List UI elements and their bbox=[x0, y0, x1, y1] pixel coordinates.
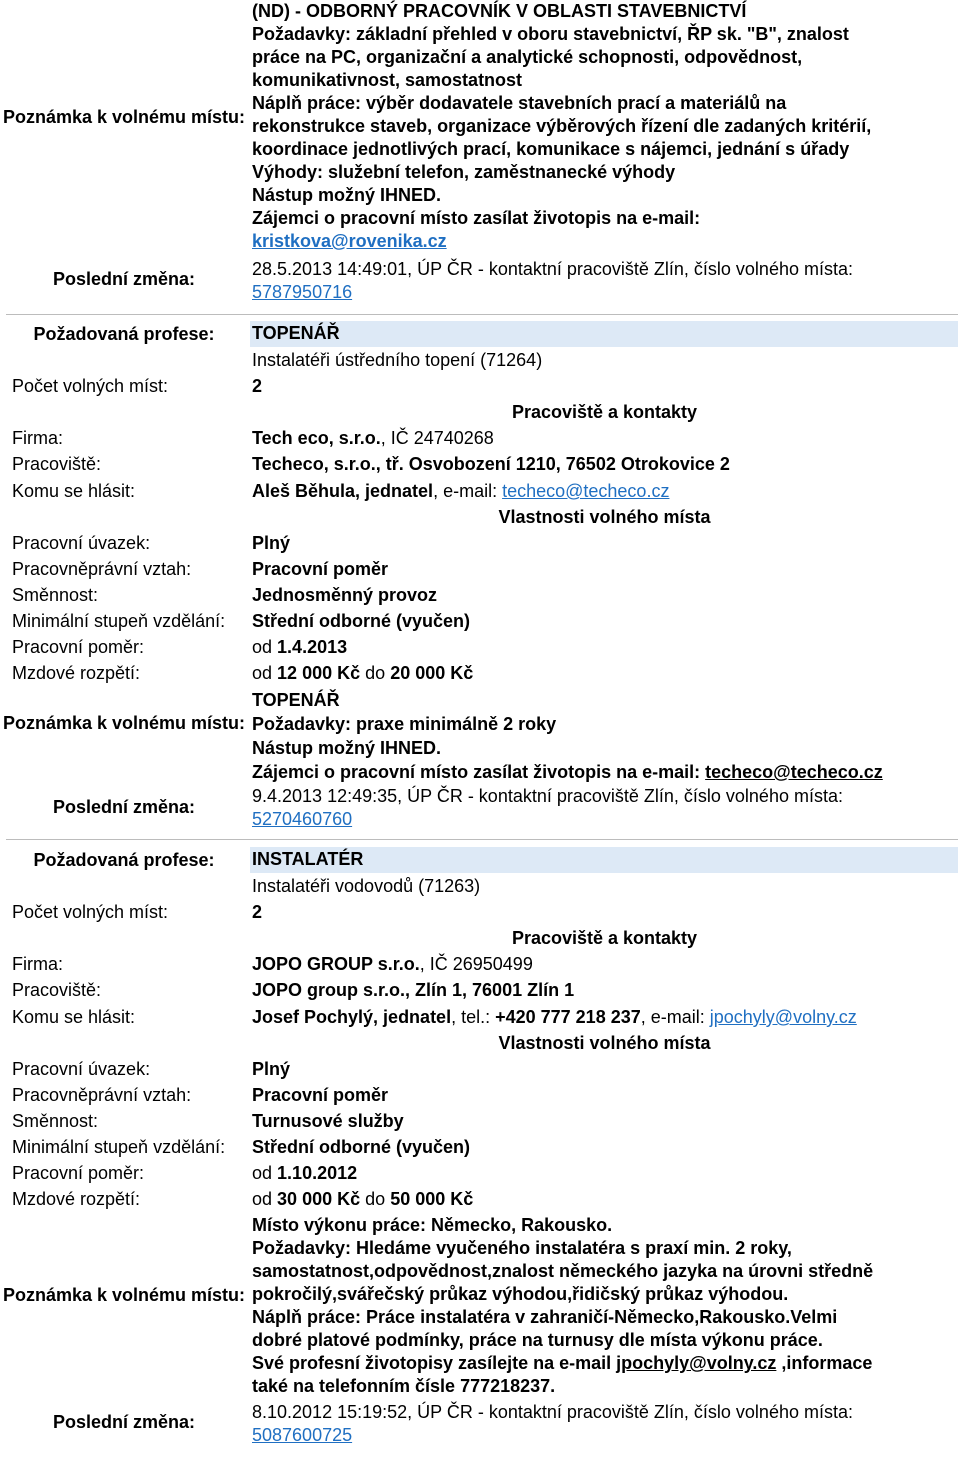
change-text: 28.5.2013 14:49:01, ÚP ČR - kontaktní pracoviště Zlín, číslo volného místa: bbox=[252, 259, 853, 279]
company-label: Firma: bbox=[12, 428, 63, 448]
note-line: (ND) - ODBORNÝ PRACOVNÍK V OBLASTI STAVEBNICTVÍ bbox=[252, 1, 747, 21]
separator bbox=[6, 839, 958, 840]
education-label: Minimální stupeň vzdělání: bbox=[12, 611, 226, 631]
relation-value: Pracovní poměr bbox=[252, 1085, 389, 1105]
start-value: od 1.4.2013 bbox=[252, 637, 348, 657]
workload-label: Pracovní úvazek: bbox=[12, 533, 151, 553]
change-label: Poslední změna: bbox=[52, 1412, 196, 1432]
email-link[interactable]: jpochyly@volny.cz bbox=[709, 1007, 857, 1027]
relation-value: Pracovní poměr bbox=[252, 559, 389, 579]
note-line: práce na PC, organizační a analytické schopnosti, odpovědnost, bbox=[252, 47, 803, 67]
vacancy-number-link[interactable]: 5087600725 bbox=[252, 1425, 353, 1445]
profession-label: Požadovaná profese: bbox=[33, 850, 215, 870]
education-label: Minimální stupeň vzdělání: bbox=[12, 1137, 226, 1157]
email-link[interactable]: kristkova@rovenika.cz bbox=[252, 231, 447, 251]
note-line: Požadavky: základní přehled v oboru stavebnictví, ŘP sk. "B", znalost bbox=[252, 24, 849, 44]
note-line: Nástup možný IHNED. bbox=[252, 185, 442, 205]
section-contacts: Pracoviště a kontakty bbox=[511, 928, 698, 948]
start-label: Pracovní poměr: bbox=[12, 637, 145, 657]
section-contacts: Pracoviště a kontakty bbox=[511, 402, 698, 422]
change-label: Poslední změna: bbox=[52, 269, 196, 289]
profession-title: INSTALATÉR bbox=[252, 849, 364, 869]
contact-label: Komu se hlásit: bbox=[12, 481, 136, 501]
profession-highlight bbox=[250, 321, 958, 347]
salary-label: Mzdové rozpětí: bbox=[12, 1189, 141, 1209]
vacancy-number-link[interactable]: 5787950716 bbox=[252, 282, 353, 302]
workload-value: Plný bbox=[252, 1059, 291, 1079]
relation-label: Pracovněprávní vztah: bbox=[12, 559, 192, 579]
note-label: Poznámka k volnému místu: bbox=[2, 107, 246, 127]
shift-label: Směnnost: bbox=[12, 585, 99, 605]
email-link[interactable]: techeco@techeco.cz bbox=[502, 481, 670, 501]
salary-value: od 30 000 Kč do 50 000 Kč bbox=[252, 1189, 474, 1209]
email-link[interactable]: techeco@techeco.cz bbox=[705, 762, 883, 782]
last-change: 9.4.2013 12:49:35, ÚP ČR - kontaktní pracoviště Zlín, číslo volného místa: 5270460760 bbox=[252, 786, 843, 829]
count-value: 2 bbox=[252, 376, 263, 396]
company-value: JOPO GROUP s.r.o., IČ 26950499 bbox=[252, 954, 533, 974]
contact-label: Komu se hlásit: bbox=[12, 1007, 136, 1027]
section-properties: Vlastnosti volného místa bbox=[498, 1033, 711, 1053]
note-line: rekonstrukce staveb, organizace výběrových řízení dle zadaných kritérií, bbox=[252, 116, 872, 136]
note-line: Náplň práce: výběr dodavatele stavebních prací a materiálů na bbox=[252, 93, 787, 113]
top-note bbox=[252, 0, 871, 253]
change-label: Poslední změna: bbox=[52, 797, 196, 817]
contact-value: Josef Pochylý, jednatel, tel.: +420 777 218 237, e-mail: jpochyly@volny.cz bbox=[252, 1007, 857, 1027]
education-value: Střední odborné (vyučen) bbox=[252, 1137, 471, 1157]
salary-value: od 12 000 Kč do 20 000 Kč bbox=[252, 663, 474, 683]
section-properties: Vlastnosti volného místa bbox=[498, 507, 711, 527]
profession-category: Instalatéři vodovodů (71263) bbox=[252, 876, 481, 896]
start-value: od 1.10.2012 bbox=[252, 1163, 358, 1183]
workplace-value: JOPO group s.r.o., Zlín 1, 76001 Zlín 1 bbox=[252, 980, 575, 1000]
email-link[interactable]: jpochyly@volny.cz bbox=[616, 1353, 777, 1373]
company-value: Tech eco, s.r.o., IČ 24740268 bbox=[252, 428, 494, 448]
salary-label: Mzdové rozpětí: bbox=[12, 663, 141, 683]
count-value: 2 bbox=[252, 902, 263, 922]
shift-value: Turnusové služby bbox=[252, 1111, 404, 1131]
profession-category: Instalatéři ústředního topení (71264) bbox=[252, 350, 543, 370]
shift-label: Směnnost: bbox=[12, 1111, 99, 1131]
note-line: Zájemci o pracovní místo zasílat životopis na e-mail: bbox=[252, 208, 701, 228]
note-line: komunikativnost, samostatnost bbox=[252, 70, 523, 90]
company-label: Firma: bbox=[12, 954, 63, 974]
workplace-label: Pracoviště: bbox=[12, 454, 102, 474]
note-line: koordinace jednotlivých prací, komunikace s nájemci, jednání s úřady bbox=[252, 139, 850, 159]
note-label: Poznámka k volnému místu: bbox=[2, 1285, 246, 1305]
start-label: Pracovní poměr: bbox=[12, 1163, 145, 1183]
count-label: Počet volných míst: bbox=[12, 902, 169, 922]
profession-title: TOPENÁŘ bbox=[252, 323, 340, 343]
shift-value: Jednosměnný provoz bbox=[252, 585, 438, 605]
workload-label: Pracovní úvazek: bbox=[12, 1059, 151, 1079]
workplace-value: Techeco, s.r.o., tř. Osvobození 1210, 76502 Otrokovice 2 bbox=[252, 454, 730, 474]
last-change bbox=[252, 258, 853, 304]
vacancy-number-link[interactable]: 5270460760 bbox=[252, 809, 353, 829]
education-value: Střední odborné (vyučen) bbox=[252, 611, 471, 631]
workload-value: Plný bbox=[252, 533, 291, 553]
contact-value: Aleš Běhula, jednatel, e-mail: techeco@techeco.cz bbox=[252, 481, 670, 501]
count-label: Počet volných míst: bbox=[12, 376, 169, 396]
workplace-label: Pracoviště: bbox=[12, 980, 102, 1000]
job-note: TOPENÁŘ Požadavky: praxe minimálně 2 roky Nástup možný IHNED. Zájemci o pracovní místo zasílat životopis na e-mail: techeco@techeco.cz bbox=[252, 690, 883, 782]
note-line: Výhody: služební telefon, zaměstnanecké výhody bbox=[252, 162, 676, 182]
last-change: 8.10.2012 15:19:52, ÚP ČR - kontaktní pracoviště Zlín, číslo volného místa: 5087600725 bbox=[252, 1402, 853, 1445]
note-label: Poznámka k volnému místu: bbox=[2, 713, 246, 733]
separator bbox=[6, 314, 958, 315]
profession-label: Požadovaná profese: bbox=[33, 324, 215, 344]
relation-label: Pracovněprávní vztah: bbox=[12, 1085, 192, 1105]
job-note: Místo výkonu práce: Německo, Rakousko. Požadavky: Hledáme vyučeného instalatéra s praxí min. 2 roky, samostatnost,odpovědnost,znalost německého jazyka na úrovni středně pokročilý,svářečský průkaz výhodou,řidičský průkaz výhodou. Náplň práce: Práce instalatéra v zahraničí-Německo,Rakousko.Velmi dobré platové podmínky, práce na turnusy dle místa výkonu práce. Své profesní životopisy zasílejte na e-mail jpochyly@volny.cz ,informace také na telefonním čísle 777218237. bbox=[252, 1215, 874, 1396]
